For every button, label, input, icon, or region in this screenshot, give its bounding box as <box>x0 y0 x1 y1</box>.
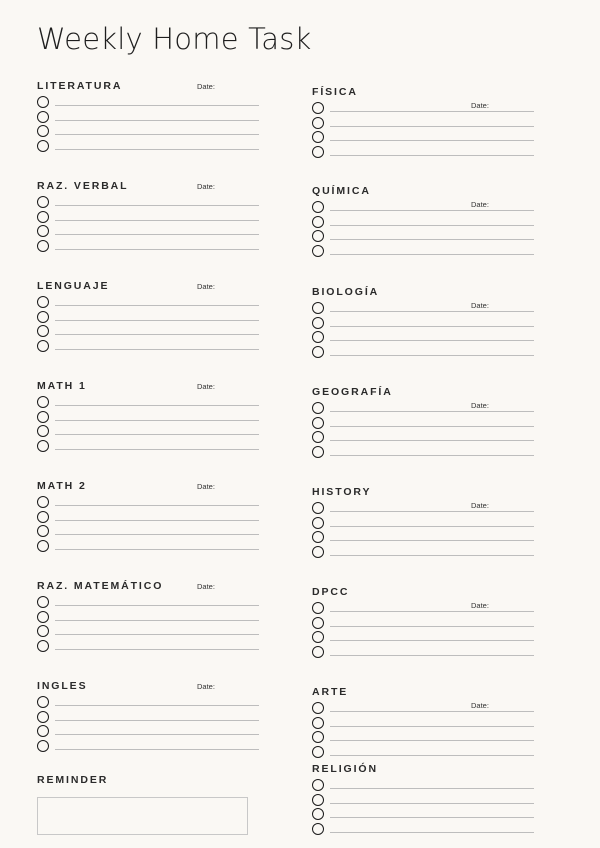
task-row <box>312 823 534 837</box>
task-line[interactable] <box>330 239 534 240</box>
task-line[interactable] <box>330 832 534 833</box>
task-checkbox[interactable] <box>37 296 49 308</box>
task-row <box>312 779 534 793</box>
task-checkbox[interactable] <box>37 540 49 552</box>
date-label: Date: <box>197 82 215 91</box>
task-row <box>312 317 534 331</box>
subject-title: BIOLOGÍA <box>312 286 380 298</box>
task-checkbox[interactable] <box>37 625 49 637</box>
task-row <box>312 808 534 822</box>
subject-title: MATH 2 <box>37 480 87 492</box>
task-checkbox[interactable] <box>312 431 324 443</box>
subject-title: LITERATURA <box>37 80 123 92</box>
task-checkbox[interactable] <box>312 746 324 758</box>
task-line[interactable] <box>55 134 259 135</box>
task-line[interactable] <box>330 111 534 112</box>
task-row <box>312 102 534 116</box>
task-checkbox[interactable] <box>312 779 324 791</box>
task-row <box>37 440 259 454</box>
task-line[interactable] <box>330 311 534 312</box>
task-line[interactable] <box>330 326 534 327</box>
date-label: Date: <box>197 682 215 691</box>
subject-title: QUÍMICA <box>312 185 371 197</box>
task-checkbox[interactable] <box>312 402 324 414</box>
task-checkbox[interactable] <box>37 511 49 523</box>
task-line[interactable] <box>330 455 534 456</box>
task-row <box>312 702 534 716</box>
task-row <box>37 596 259 610</box>
task-line[interactable] <box>55 234 259 235</box>
task-checkbox[interactable] <box>37 325 49 337</box>
task-row <box>312 746 534 760</box>
task-line[interactable] <box>330 526 534 527</box>
task-row <box>312 617 534 631</box>
task-row <box>312 216 534 230</box>
task-row <box>37 425 259 439</box>
reminder-label: REMINDER <box>37 774 109 786</box>
task-row <box>312 131 534 145</box>
task-row <box>37 696 259 710</box>
task-row <box>312 245 534 259</box>
subject-title: DPCC <box>312 586 350 598</box>
task-line[interactable] <box>55 434 259 435</box>
task-row <box>37 640 259 654</box>
task-row <box>312 117 534 131</box>
task-line[interactable] <box>330 426 534 427</box>
task-checkbox[interactable] <box>312 331 324 343</box>
task-checkbox[interactable] <box>312 216 324 228</box>
subject-title: RAZ. VERBAL <box>37 180 129 192</box>
task-checkbox[interactable] <box>312 502 324 514</box>
task-line[interactable] <box>330 655 534 656</box>
task-checkbox[interactable] <box>312 102 324 114</box>
task-row <box>312 230 534 244</box>
task-checkbox[interactable] <box>312 823 324 835</box>
task-checkbox[interactable] <box>37 96 49 108</box>
task-checkbox[interactable] <box>37 525 49 537</box>
task-line[interactable] <box>330 340 534 341</box>
task-row <box>37 725 259 739</box>
task-line[interactable] <box>55 634 259 635</box>
date-label: Date: <box>197 482 215 491</box>
task-line[interactable] <box>330 126 534 127</box>
task-line[interactable] <box>55 749 259 750</box>
subject-title: ARTE <box>312 686 349 698</box>
task-line[interactable] <box>330 788 534 789</box>
subject-title: GEOGRAFÍA <box>312 386 393 398</box>
task-line[interactable] <box>55 620 259 621</box>
task-row <box>312 146 534 160</box>
date-label: Date: <box>197 182 215 191</box>
task-row <box>312 331 534 345</box>
task-line[interactable] <box>55 220 259 221</box>
task-checkbox[interactable] <box>312 794 324 806</box>
task-row <box>312 531 534 545</box>
task-line[interactable] <box>55 105 259 106</box>
date-label: Date: <box>471 101 489 110</box>
date-label: Date: <box>197 382 215 391</box>
task-checkbox[interactable] <box>312 717 324 729</box>
task-checkbox[interactable] <box>312 808 324 820</box>
task-row <box>37 140 259 154</box>
subject-title: INGLES <box>37 680 88 692</box>
task-line[interactable] <box>330 640 534 641</box>
task-checkbox[interactable] <box>37 440 49 452</box>
task-line[interactable] <box>55 149 259 150</box>
task-row <box>312 646 534 660</box>
subject-title: MATH 1 <box>37 380 87 392</box>
task-row <box>312 717 534 731</box>
task-row <box>312 201 534 215</box>
task-line[interactable] <box>55 120 259 121</box>
task-line[interactable] <box>55 649 259 650</box>
task-line[interactable] <box>330 355 534 356</box>
date-label: Date: <box>471 701 489 710</box>
task-line[interactable] <box>55 734 259 735</box>
task-line[interactable] <box>55 334 259 335</box>
task-row <box>312 631 534 645</box>
task-row <box>37 196 259 210</box>
task-row <box>37 711 259 725</box>
task-line[interactable] <box>55 305 259 306</box>
task-checkbox[interactable] <box>312 245 324 257</box>
task-checkbox[interactable] <box>37 740 49 752</box>
task-row <box>312 602 534 616</box>
task-row <box>37 525 259 539</box>
task-line[interactable] <box>55 320 259 321</box>
task-row <box>37 611 259 625</box>
task-row <box>37 325 259 339</box>
task-checkbox[interactable] <box>37 111 49 123</box>
date-label: Date: <box>471 601 489 610</box>
task-checkbox[interactable] <box>37 240 49 252</box>
task-checkbox[interactable] <box>312 201 324 213</box>
task-row <box>312 431 534 445</box>
task-checkbox[interactable] <box>37 640 49 652</box>
task-row <box>312 517 534 531</box>
task-checkbox[interactable] <box>37 611 49 623</box>
task-line[interactable] <box>55 705 259 706</box>
task-checkbox[interactable] <box>312 346 324 358</box>
task-line[interactable] <box>330 555 534 556</box>
task-checkbox[interactable] <box>312 417 324 429</box>
task-line[interactable] <box>55 520 259 521</box>
task-line[interactable] <box>330 611 534 612</box>
reminder-box[interactable] <box>37 797 248 835</box>
task-line[interactable] <box>330 803 534 804</box>
task-checkbox[interactable] <box>37 711 49 723</box>
task-row <box>37 625 259 639</box>
subject-title: HISTORY <box>312 486 372 498</box>
task-line[interactable] <box>55 420 259 421</box>
task-row <box>37 96 259 110</box>
task-line[interactable] <box>55 549 259 550</box>
task-row <box>37 740 259 754</box>
task-checkbox[interactable] <box>312 146 324 158</box>
task-line[interactable] <box>330 210 534 211</box>
subject-title: RAZ. MATEMÁTICO <box>37 580 164 592</box>
date-label: Date: <box>471 301 489 310</box>
task-checkbox[interactable] <box>312 131 324 143</box>
task-checkbox[interactable] <box>312 702 324 714</box>
task-checkbox[interactable] <box>37 125 49 137</box>
task-line[interactable] <box>55 349 259 350</box>
task-checkbox[interactable] <box>312 546 324 558</box>
task-checkbox[interactable] <box>312 631 324 643</box>
task-line[interactable] <box>330 755 534 756</box>
task-checkbox[interactable] <box>37 196 49 208</box>
task-line[interactable] <box>330 540 534 541</box>
task-row <box>37 340 259 354</box>
task-checkbox[interactable] <box>37 725 49 737</box>
task-row <box>37 511 259 525</box>
task-line[interactable] <box>330 140 534 141</box>
task-line[interactable] <box>55 505 259 506</box>
task-line[interactable] <box>55 534 259 535</box>
task-checkbox[interactable] <box>312 446 324 458</box>
task-line[interactable] <box>55 205 259 206</box>
task-checkbox[interactable] <box>37 411 49 423</box>
date-label: Date: <box>471 200 489 209</box>
task-checkbox[interactable] <box>312 646 324 658</box>
task-checkbox[interactable] <box>37 396 49 408</box>
task-checkbox[interactable] <box>312 230 324 242</box>
task-row <box>312 302 534 316</box>
date-label: Date: <box>471 401 489 410</box>
date-label: Date: <box>197 582 215 591</box>
task-checkbox[interactable] <box>37 311 49 323</box>
task-row <box>312 731 534 745</box>
task-checkbox[interactable] <box>37 140 49 152</box>
task-line[interactable] <box>330 511 534 512</box>
page-title: Weekly Home Task <box>37 22 312 56</box>
subject-title: FÍSICA <box>312 86 358 98</box>
task-row <box>37 296 259 310</box>
task-line[interactable] <box>330 254 534 255</box>
task-row <box>37 125 259 139</box>
task-checkbox[interactable] <box>37 496 49 508</box>
task-line[interactable] <box>55 720 259 721</box>
task-row <box>312 417 534 431</box>
task-line[interactable] <box>330 225 534 226</box>
task-row <box>37 225 259 239</box>
task-line[interactable] <box>330 740 534 741</box>
task-row <box>312 446 534 460</box>
task-row <box>37 111 259 125</box>
task-line[interactable] <box>330 440 534 441</box>
task-checkbox[interactable] <box>312 117 324 129</box>
task-row <box>312 546 534 560</box>
task-row <box>37 411 259 425</box>
task-row <box>37 496 259 510</box>
task-row <box>312 502 534 516</box>
task-row <box>37 540 259 554</box>
task-line[interactable] <box>330 155 534 156</box>
task-line[interactable] <box>330 726 534 727</box>
task-line[interactable] <box>330 711 534 712</box>
task-checkbox[interactable] <box>312 602 324 614</box>
task-row <box>37 396 259 410</box>
date-label: Date: <box>197 282 215 291</box>
task-line[interactable] <box>55 449 259 450</box>
task-checkbox[interactable] <box>312 731 324 743</box>
task-line[interactable] <box>55 605 259 606</box>
task-checkbox[interactable] <box>312 317 324 329</box>
date-label: Date: <box>471 501 489 510</box>
subject-title: RELIGIÓN <box>312 763 378 775</box>
task-checkbox[interactable] <box>37 211 49 223</box>
task-line[interactable] <box>330 626 534 627</box>
task-row <box>312 794 534 808</box>
subject-title: LENGUAJE <box>37 280 110 292</box>
task-checkbox[interactable] <box>312 302 324 314</box>
task-checkbox[interactable] <box>312 517 324 529</box>
task-line[interactable] <box>330 817 534 818</box>
task-line[interactable] <box>55 405 259 406</box>
task-checkbox[interactable] <box>37 596 49 608</box>
task-checkbox[interactable] <box>312 617 324 629</box>
task-checkbox[interactable] <box>37 340 49 352</box>
task-checkbox[interactable] <box>37 225 49 237</box>
task-row <box>312 346 534 360</box>
task-row <box>312 402 534 416</box>
task-row <box>37 211 259 225</box>
task-line[interactable] <box>330 411 534 412</box>
task-checkbox[interactable] <box>312 531 324 543</box>
task-line[interactable] <box>55 249 259 250</box>
task-row <box>37 311 259 325</box>
task-row <box>37 240 259 254</box>
task-checkbox[interactable] <box>37 696 49 708</box>
task-checkbox[interactable] <box>37 425 49 437</box>
